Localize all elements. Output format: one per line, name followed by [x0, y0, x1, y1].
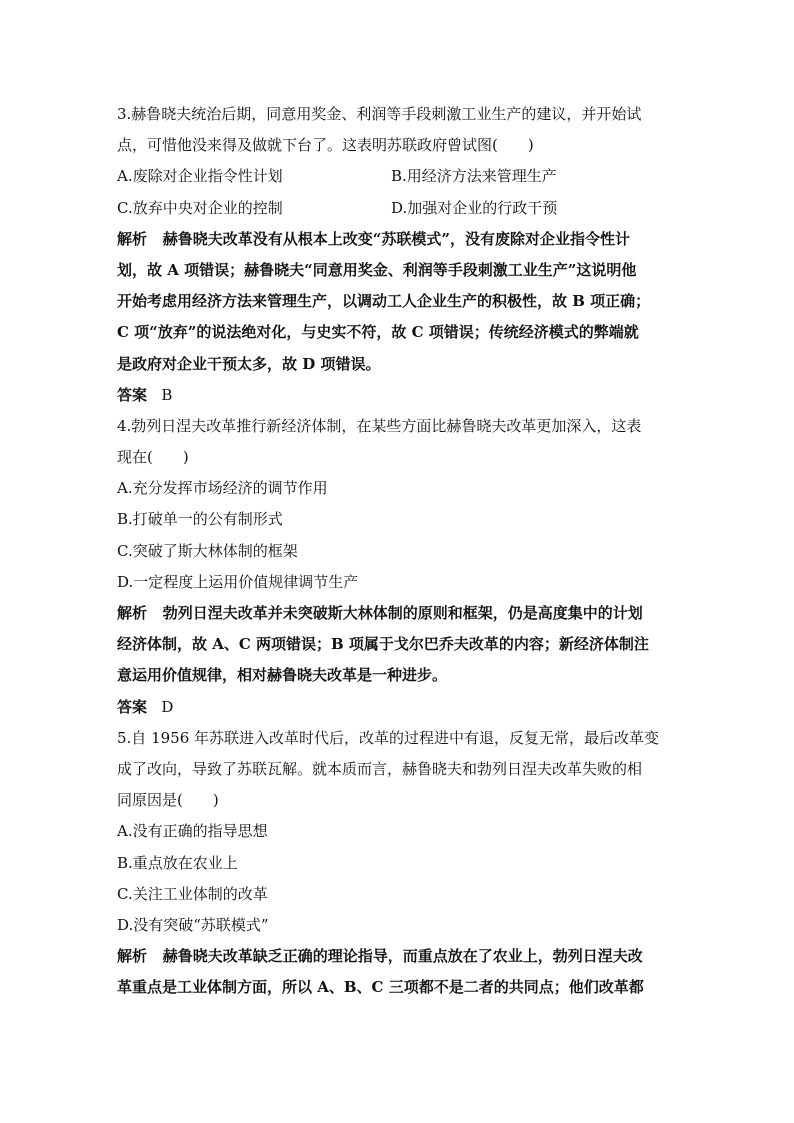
- q4-option-a: A.充分发挥市场经济的调节作用: [117, 479, 328, 498]
- q3-answer-label: 答案: [117, 385, 148, 404]
- q3-options-row-1: [117, 161, 685, 192]
- q5-stem-line-1: 5.自 1956 年苏联进入改革时代后，改革的过程进中有退，反复无常，最后改革变: [117, 728, 660, 747]
- q5-option-d: D.没有突破“苏联模式”: [117, 915, 269, 934]
- q3-analysis-label: 解析: [117, 229, 148, 248]
- q4-answer-value: D: [161, 697, 174, 716]
- q5-option-c: C.关注工业体制的改革: [117, 884, 268, 903]
- q3-analysis-line-5: 是政府对企业干预太多，故 D 项错误。: [117, 354, 381, 373]
- q3-stem-line-1: 3.赫鲁晓夫统治后期，同意用奖金、利润等手段刺激工业生产的建议，并开始试: [117, 105, 642, 123]
- q3-stem-line-2: 点，可惜他没来得及做就下台了。这表明苏联政府曾试图( ): [117, 136, 534, 155]
- q4-analysis-line-2: 经济体制，故 A、C 两项错误；B 项属于戈尔巴乔夫改革的内容；新经济体制注: [117, 635, 649, 654]
- q4-analysis-label: 解析: [117, 604, 148, 622]
- q3-analysis-line-3: 开始考虑用经济方法来管理生产，以调动工人企业生产的积极性，故 B 项正确；: [117, 292, 651, 311]
- q4-answer-label: 答案: [117, 697, 148, 716]
- q4-option-d: D.一定程度上运用价值规律调节生产: [117, 572, 359, 591]
- q3-answer-line: [117, 380, 685, 411]
- q4-option-c: C.突破了斯大林体制的框架: [117, 541, 298, 560]
- q3-answer-value: B: [161, 385, 173, 404]
- q5-analysis-line-2: 革重点是工业体制方面，所以 A、B、C 三项都不是二者的共同点；他们改革都: [117, 978, 644, 997]
- q5-option-b: B.重点放在农业上: [117, 853, 238, 872]
- q3-options-row-2: [117, 193, 685, 224]
- q4-answer-line: [117, 692, 685, 723]
- q5-option-a: A.没有正确的指导思想: [117, 822, 268, 841]
- q4-stem-line-2: 现在( ): [117, 448, 189, 467]
- q3-option-a: A.废除对企业指令性计划: [117, 167, 283, 186]
- q3-option-b: B.用经济方法来管理生产: [391, 167, 557, 186]
- q5-analysis-line-1: [117, 941, 685, 972]
- q3-analysis-text-1: 赫鲁晓夫改革没有从根本上改变“苏联模式”，没有废除对企业指令性计: [162, 229, 630, 248]
- q4-analysis-line-1: [117, 598, 685, 629]
- q4-stem-line-1: 4.勃列日涅夫改革推行新经济体制，在某些方面比赫鲁晓夫改革更加深入，这表: [117, 416, 642, 435]
- q5-analysis-text-1: 赫鲁晓夫改革缺乏正确的理论指导，而重点放在了农业上，勃列日涅夫改: [162, 947, 643, 966]
- q5-stem-line-3: 同原因是( ): [117, 791, 219, 810]
- q5-analysis-label: 解析: [117, 947, 148, 966]
- q4-option-b: B.打破单一的公有制形式: [117, 510, 283, 529]
- q4-analysis-text-1: 勃列日涅夫改革并未突破斯大林体制的原则和框架，仍是高度集中的计划: [162, 604, 643, 622]
- document-body: [117, 99, 685, 1003]
- q4-analysis-line-3: 意运用价值规律，相对赫鲁晓夫改革是一种进步。: [117, 666, 448, 685]
- q3-analysis-line-4: C 项“放弃”的说法绝对化，与史实不符，故 C 项错误；传统经济模式的弊端就: [117, 323, 639, 342]
- q5-stem-line-2: 成了改向，导致了苏联瓦解。就本质而言，赫鲁晓夫和勃列日涅夫改革失败的相: [117, 759, 643, 778]
- q3-option-c: C.放弃中央对企业的控制: [117, 198, 283, 217]
- q3-option-d: D.加强对企业的行政干预: [391, 198, 558, 217]
- q3-analysis-line-2: 划，故 A 项错误；赫鲁晓夫“同意用奖金、利润等手段刺激工业生产”这说明他: [117, 260, 637, 279]
- q3-analysis-line-1: [117, 224, 685, 255]
